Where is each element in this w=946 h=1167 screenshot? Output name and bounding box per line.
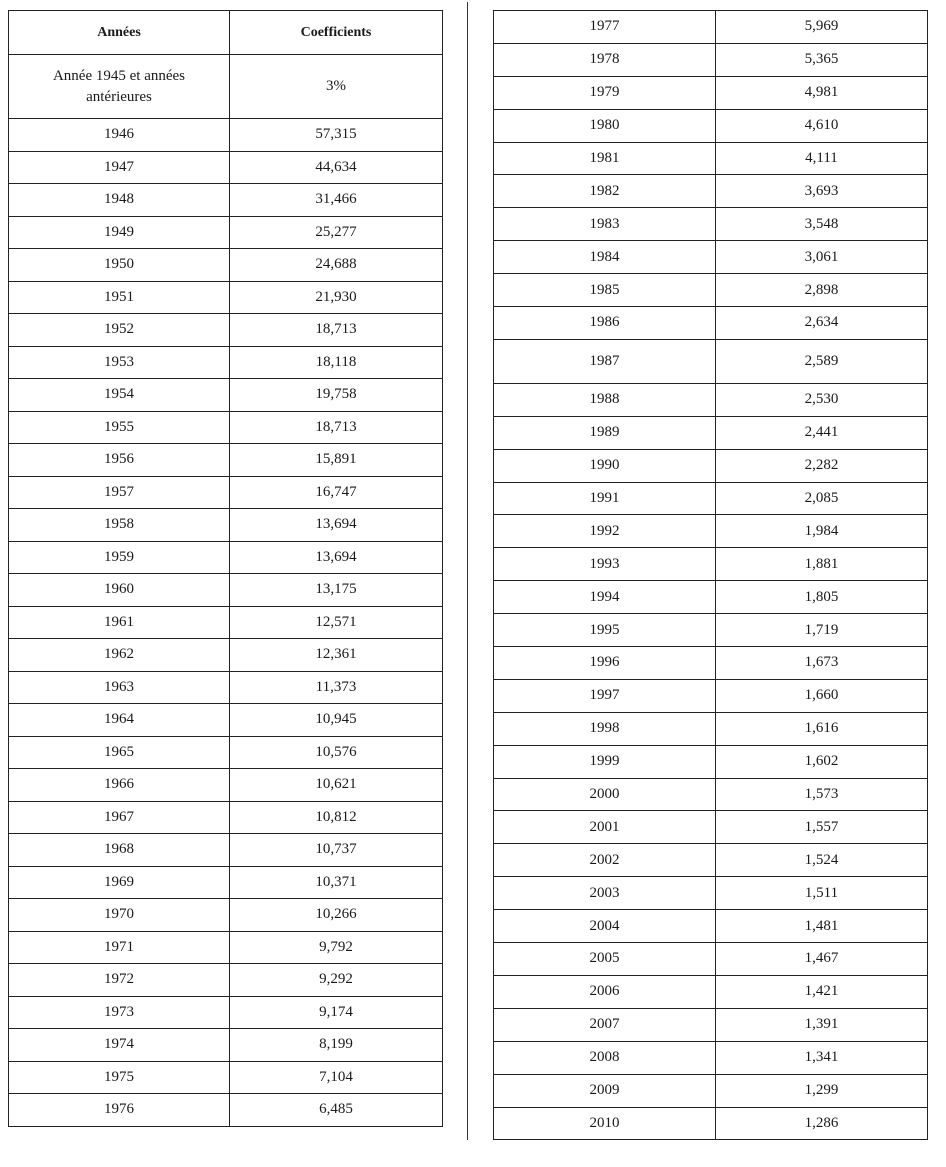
table-row [494, 43, 928, 76]
table-row [9, 834, 443, 867]
year-cell: 1980 [494, 109, 716, 142]
table-row [494, 416, 928, 449]
coefficient-cell: 1,421 [716, 975, 928, 1008]
year-cell: 1954 [9, 379, 230, 412]
year-cell: 1972 [9, 964, 230, 997]
coefficient-cell: 5,969 [716, 11, 928, 44]
year-cell: 1978 [494, 43, 716, 76]
year-cell: 1964 [9, 704, 230, 737]
year-cell: 1992 [494, 515, 716, 548]
year-cell: 1987 [494, 339, 716, 383]
coefficient-cell: 18,713 [230, 314, 443, 347]
coefficient-cell: 7,104 [230, 1061, 443, 1094]
table-row [9, 1029, 443, 1062]
coefficient-cell: 2,589 [716, 339, 928, 383]
year-cell: 1963 [9, 671, 230, 704]
table-row [9, 281, 443, 314]
table-row [9, 119, 443, 152]
table-row [9, 574, 443, 607]
year-cell: 1956 [9, 444, 230, 477]
coefficient-cell: 1,557 [716, 811, 928, 844]
year-cell: 1960 [9, 574, 230, 607]
coefficient-cell: 1,467 [716, 943, 928, 976]
coefficient-cell: 9,292 [230, 964, 443, 997]
year-cell: 1998 [494, 712, 716, 745]
table-row [494, 745, 928, 778]
table-row [494, 844, 928, 877]
year-cell: 2006 [494, 975, 716, 1008]
coefficient-cell: 13,175 [230, 574, 443, 607]
coefficient-cell: 1,805 [716, 581, 928, 614]
table-row [9, 509, 443, 542]
table-row [494, 383, 928, 416]
table-row [494, 307, 928, 340]
year-cell: 1984 [494, 241, 716, 274]
table-row [494, 274, 928, 307]
coefficients-table-left [8, 10, 443, 1127]
table-row [9, 379, 443, 412]
coefficient-cell: 16,747 [230, 476, 443, 509]
table-header-row [9, 11, 443, 55]
year-cell: 1966 [9, 769, 230, 802]
year-cell: 1951 [9, 281, 230, 314]
year-cell: 1969 [9, 866, 230, 899]
table-row [494, 76, 928, 109]
table-row [494, 647, 928, 680]
coefficient-cell: 3,548 [716, 208, 928, 241]
coefficient-cell: 10,371 [230, 866, 443, 899]
table-row [494, 877, 928, 910]
coefficient-cell: 4,111 [716, 142, 928, 175]
table-row [494, 109, 928, 142]
year-cell: 1950 [9, 249, 230, 282]
year-cell: 2004 [494, 910, 716, 943]
coefficient-cell: 13,694 [230, 541, 443, 574]
coefficient-cell: 1,341 [716, 1041, 928, 1074]
coefficient-cell: 2,085 [716, 482, 928, 515]
year-cell: 1977 [494, 11, 716, 44]
year-cell: 1993 [494, 548, 716, 581]
table-row [9, 314, 443, 347]
year-cell: 1948 [9, 184, 230, 217]
coefficient-cell: 19,758 [230, 379, 443, 412]
year-cell: 2010 [494, 1107, 716, 1140]
table-row [9, 639, 443, 672]
table-row [9, 249, 443, 282]
year-cell: 1986 [494, 307, 716, 340]
table-row [494, 11, 928, 44]
year-cell: 1957 [9, 476, 230, 509]
table-row [9, 1061, 443, 1094]
coefficient-cell: 3% [230, 55, 443, 119]
table-row [494, 581, 928, 614]
coefficient-cell: 2,634 [716, 307, 928, 340]
year-cell: 1953 [9, 346, 230, 379]
year-cell: 1982 [494, 175, 716, 208]
year-cell: 2003 [494, 877, 716, 910]
coefficient-cell: 13,694 [230, 509, 443, 542]
table-row [494, 975, 928, 1008]
table-row [9, 866, 443, 899]
coefficient-cell: 1,299 [716, 1074, 928, 1107]
year-label-line2: antérieures [86, 88, 152, 105]
table-row [494, 778, 928, 811]
year-cell: 1981 [494, 142, 716, 175]
table-row [9, 899, 443, 932]
table-row [9, 476, 443, 509]
coefficient-cell: 6,485 [230, 1094, 443, 1127]
year-cell: 2001 [494, 811, 716, 844]
column-divider [467, 2, 468, 1140]
coefficients-table-right [493, 10, 928, 1140]
table-row [9, 996, 443, 1029]
table-row [494, 142, 928, 175]
table-row [9, 704, 443, 737]
coefficient-cell: 5,365 [716, 43, 928, 76]
coefficient-cell: 1,524 [716, 844, 928, 877]
table-row [494, 811, 928, 844]
table-row [9, 541, 443, 574]
table-row [494, 1107, 928, 1140]
table-row [9, 444, 443, 477]
coefficient-cell: 1,573 [716, 778, 928, 811]
coefficient-cell: 1,602 [716, 745, 928, 778]
year-cell: 2005 [494, 943, 716, 976]
table-row [494, 515, 928, 548]
year-cell: 1974 [9, 1029, 230, 1062]
year-cell: 1975 [9, 1061, 230, 1094]
year-cell: 1976 [9, 1094, 230, 1127]
table-row [9, 606, 443, 639]
coefficient-cell: 10,737 [230, 834, 443, 867]
year-cell: 1961 [9, 606, 230, 639]
coefficient-cell: 1,660 [716, 679, 928, 712]
table-row [494, 943, 928, 976]
table-row [9, 216, 443, 249]
coefficient-cell: 31,466 [230, 184, 443, 217]
table-row [494, 241, 928, 274]
year-cell: 1971 [9, 931, 230, 964]
year-cell: 1959 [9, 541, 230, 574]
year-cell: 1946 [9, 119, 230, 152]
table-row [494, 712, 928, 745]
year-cell: 1999 [494, 745, 716, 778]
coefficient-cell: 10,621 [230, 769, 443, 802]
year-label-line1: Année 1945 et années [52, 67, 186, 84]
year-cell: 1991 [494, 482, 716, 515]
coefficient-cell: 1,511 [716, 877, 928, 910]
table-row [9, 964, 443, 997]
year-cell: 1958 [9, 509, 230, 542]
table-row [494, 1041, 928, 1074]
year-cell: 1990 [494, 449, 716, 482]
table-row [494, 679, 928, 712]
coefficient-cell: 2,898 [716, 274, 928, 307]
year-cell [9, 55, 230, 119]
year-cell: 1947 [9, 151, 230, 184]
year-cell: 2008 [494, 1041, 716, 1074]
table-row [494, 339, 928, 383]
coefficient-cell: 44,634 [230, 151, 443, 184]
year-cell: 1988 [494, 383, 716, 416]
table-row [494, 208, 928, 241]
table-row [9, 346, 443, 379]
table-row [9, 184, 443, 217]
coefficient-cell: 24,688 [230, 249, 443, 282]
coefficient-cell: 1,391 [716, 1008, 928, 1041]
table-row [494, 449, 928, 482]
year-cell: 1995 [494, 614, 716, 647]
year-cell: 1989 [494, 416, 716, 449]
year-cell: 2002 [494, 844, 716, 877]
coefficient-cell: 9,792 [230, 931, 443, 964]
year-cell: 1985 [494, 274, 716, 307]
year-cell: 1952 [9, 314, 230, 347]
coefficient-cell: 10,576 [230, 736, 443, 769]
coefficient-cell: 11,373 [230, 671, 443, 704]
coefficient-cell: 4,610 [716, 109, 928, 142]
coefficient-cell: 1,481 [716, 910, 928, 943]
year-cell: 1983 [494, 208, 716, 241]
coefficient-cell: 18,713 [230, 411, 443, 444]
year-cell: 1979 [494, 76, 716, 109]
year-cell: 1968 [9, 834, 230, 867]
table-row [494, 614, 928, 647]
coefficient-cell: 3,061 [716, 241, 928, 274]
coefficient-cell: 9,174 [230, 996, 443, 1029]
year-cell: 1967 [9, 801, 230, 834]
coefficient-cell: 1,881 [716, 548, 928, 581]
year-cell: 1973 [9, 996, 230, 1029]
header-coefficients: Coefficients [230, 11, 443, 55]
coefficient-cell: 15,891 [230, 444, 443, 477]
year-cell: 1994 [494, 581, 716, 614]
coefficient-cell: 12,571 [230, 606, 443, 639]
table-row [494, 548, 928, 581]
table-row [9, 671, 443, 704]
coefficient-cell: 10,266 [230, 899, 443, 932]
coefficient-cell: 21,930 [230, 281, 443, 314]
table-row [9, 736, 443, 769]
coefficient-cell: 1,673 [716, 647, 928, 680]
table-row [494, 175, 928, 208]
coefficient-cell: 4,981 [716, 76, 928, 109]
coefficient-cell: 10,812 [230, 801, 443, 834]
coefficient-cell: 10,945 [230, 704, 443, 737]
header-years: Années [9, 11, 230, 55]
coefficient-cell: 1,616 [716, 712, 928, 745]
year-cell: 1949 [9, 216, 230, 249]
table-row [9, 1094, 443, 1127]
coefficient-cell: 18,118 [230, 346, 443, 379]
year-cell: 2000 [494, 778, 716, 811]
coefficient-cell: 1,984 [716, 515, 928, 548]
table-row [9, 801, 443, 834]
coefficient-cell: 2,282 [716, 449, 928, 482]
year-cell: 1962 [9, 639, 230, 672]
coefficient-cell: 1,719 [716, 614, 928, 647]
coefficient-cell: 8,199 [230, 1029, 443, 1062]
table-row [9, 55, 443, 119]
coefficient-cell: 12,361 [230, 639, 443, 672]
coefficient-cell: 25,277 [230, 216, 443, 249]
coefficient-cell: 2,530 [716, 383, 928, 416]
table-row [9, 931, 443, 964]
year-cell: 1997 [494, 679, 716, 712]
coefficient-cell: 1,286 [716, 1107, 928, 1140]
table-row [9, 769, 443, 802]
table-row [9, 411, 443, 444]
year-cell: 1955 [9, 411, 230, 444]
coefficient-cell: 2,441 [716, 416, 928, 449]
year-cell: 2007 [494, 1008, 716, 1041]
table-row [9, 151, 443, 184]
table-row [494, 1074, 928, 1107]
year-cell: 1996 [494, 647, 716, 680]
year-cell: 1965 [9, 736, 230, 769]
table-row [494, 1008, 928, 1041]
year-cell: 2009 [494, 1074, 716, 1107]
table-row [494, 910, 928, 943]
year-cell: 1970 [9, 899, 230, 932]
coefficient-cell: 3,693 [716, 175, 928, 208]
table-row [494, 482, 928, 515]
coefficient-cell: 57,315 [230, 119, 443, 152]
